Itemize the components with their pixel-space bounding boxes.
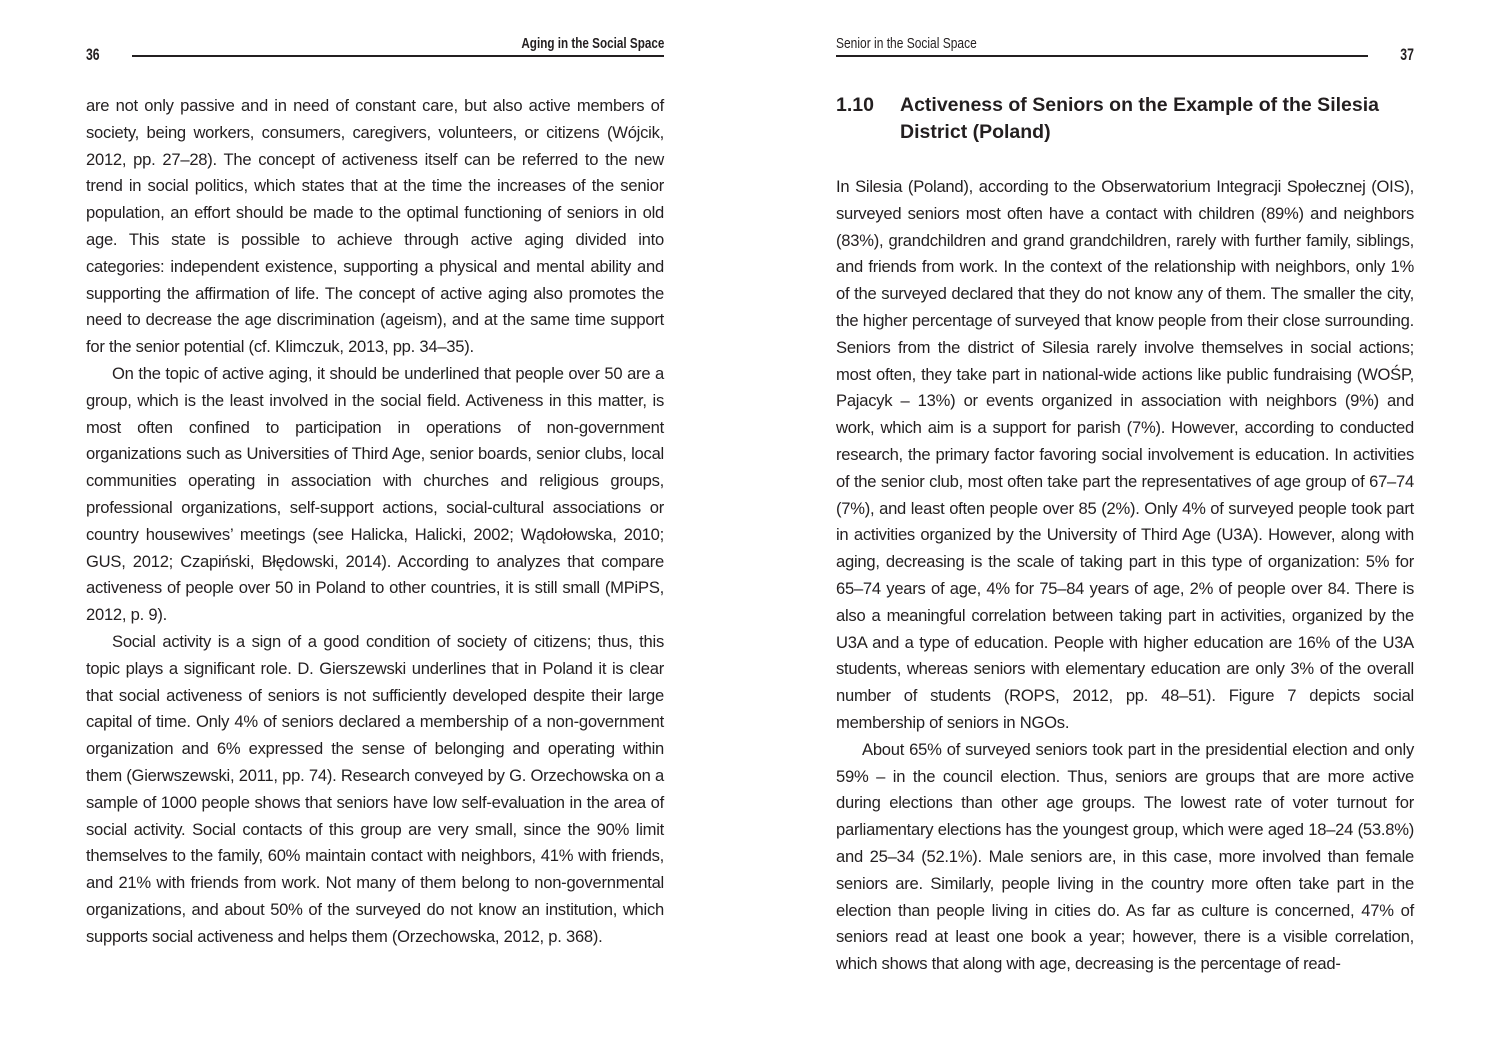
right-page-header [836,34,1414,64]
section-heading [836,92,1414,146]
section-number: 1.10 [836,94,874,116]
left-page-body [86,93,664,951]
right-page-body [836,174,1414,978]
header-rule [836,55,1368,57]
running-title: Aging in the Social Space [520,35,664,52]
paragraph: are not only passive and in need of constant care, but also active members of society, being workers, consumers, caregivers, volunteers, or citizens (Wójcik, 2012, pp. 27–28). The concept of activeness itself can be referred to the new trend in social politics, which states that at the time the increases of the senior population, an effort should be made to the optimal functioning of seniors in old age. This state is possible to achieve through active aging divided into categories: independent existence, supporting a physical and mental ability and supporting the affirmation of life. The concept of active aging also promotes the need to decrease the age discrimination (ageism), and at the same time support for the senior potential (cf. Klimczuk, 2013, pp. 34–35). [86,96,664,357]
page-number: 37 [1400,45,1414,64]
header-rule [132,55,664,57]
paragraph: On the topic of active aging, it should be underlined that people over 50 are a group, which is the least involved in the social field. Activeness in this matter, is most often confined to participation in operations of non-government organizations such as Universities of Third Age, senior boards, senior clubs, local communities operating in association with churches and religious groups, professional organizations, self-support actions, social-cultural associations or country housewives’ meetings (see Halicka, Halicki, 2002; Wądołowska, 2010; GUS, 2012; Czapiński, Błędowski, 2014). According to analyzes that compare activeness of people over 50 in Poland to other countries, it is still small (MPiPS, 2012, p. 9). [86,363,664,625]
right-page [750,0,1500,1064]
section-title: Activeness of Seniors on the Example of the Silesia District (Poland) [900,94,1379,143]
paragraph: About 65% of surveyed seniors took part in the presidential election and only 59% – in the council election. Thus, seniors are groups that are more active during elections than other age groups. The lowest rate of voter turnout for parliamentary elections has the youngest group, which were aged 18–24 (53.8%) and 25–34 (52.1%). Male seniors are, in this case, more involved than female seniors are. Similarly, people living in the country more often take part in the election than people living in cities do. As far as culture is concerned, 47% of seniors read at least one book a year; however, there is a visible correlation, which shows that along with age, decreasing is the percentage of read- [836,739,1414,974]
paragraph: In Silesia (Poland), according to the Obserwatorium Integracji Społecznej (OIS), surveyed seniors most often have a contact with children (89%) and neighbors (83%), grandchildren and grand grandchildren, rarely with further family, siblings, and friends from work. In the context of the relationship with neighbors, only 1% of the surveyed declared that they do not know any of them. The smaller the city, the higher percentage of surveyed that know people from their close surrounding. Seniors from the district of Silesia rarely involve themselves in social actions; most often, they take part in national-wide actions like public fundraising (WOŚP, Pajacyk – 13%) or events organized in association with neighbors (9%) and work, which aim is a support for parish (7%). However, according to conducted research, the primary factor favoring social involvement is education. In activities of the senior club, most often take part the representatives of age group of 67–74 (7%), and least often people over 85 (2%). Only 4% of surveyed people took part in activities organized by the University of Third Age (U3A). However, along with aging, decreasing is the scale of taking part in this type of organization: 5% for 65–74 years of age, 4% for 75–84 years of age, 2% of people over 84. There is also a meaningful correlation between taking part in activities, organized by the U3A and a type of education. People with higher education are 16% of the U3A students, whereas seniors with elementary education are only 3% of the overall number of students (ROPS, 2012, pp. 48–51). Figure 7 depicts social membership of seniors in NGOs. [836,177,1414,732]
page-number: 36 [86,45,100,64]
left-page-header [86,34,664,64]
running-title: Senior in the Social Space [836,35,977,52]
paragraph: Social activity is a sign of a good condition of society of citizens; thus, this topic plays a significant role. D. Gierszewski underlines that in Poland it is clear that social activeness of seniors is not sufficiently developed despite their large capital of time. Only 4% of seniors declared a membership of a non-government organization and 6% expressed the sense of belonging and operating within them (Gierwszewski, 2011, pp. 74). Research conveyed by G. Orzechowska on a sample of 1000 people shows that seniors have low self-evaluation in the area of social activity. Social contacts of this group are very small, since the 90% limit themselves to the family, 60% maintain contact with neighbors, 41% with friends, and 21% with friends from work. Not many of them belong to non-governmental organizations, and about 50% of the surveyed do not know an institution, which supports social activeness and helps them (Orzechowska, 2012, p. 368). [86,631,664,946]
